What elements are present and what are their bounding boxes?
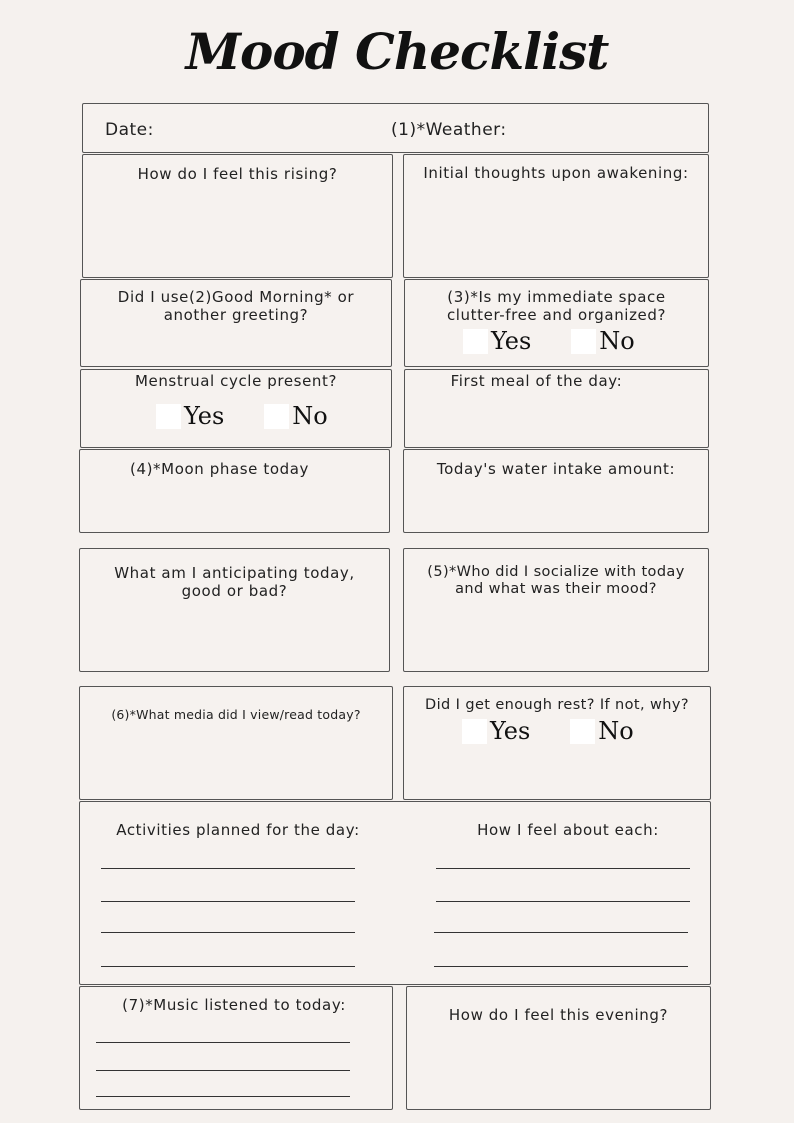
- greeting-question-line1: Did I use(2)Good Morning* or: [117, 288, 355, 306]
- activities-question: Activities planned for the day:: [116, 821, 360, 839]
- rising-question: How do I feel this rising?: [137, 165, 338, 183]
- anticipating-box[interactable]: [79, 548, 390, 672]
- first-meal-question: First meal of the day:: [450, 372, 623, 390]
- space-yes-checkbox[interactable]: [463, 329, 488, 354]
- space-yes-no: [463, 328, 635, 354]
- moon-question: (4)*Moon phase today: [130, 460, 309, 478]
- music-box: [79, 986, 393, 1110]
- rest-question: Did I get enough rest? If not, why?: [425, 697, 689, 713]
- music-question: (7)*Music listened to today:: [122, 996, 346, 1014]
- feeling-line-1[interactable]: [436, 868, 690, 869]
- menstrual-no-label: No: [292, 402, 328, 430]
- media-question: (6)*What media did I view/read today?: [111, 707, 361, 722]
- water-box[interactable]: [403, 449, 709, 533]
- music-line-2[interactable]: [96, 1070, 350, 1071]
- page-title: Mood Checklist: [185, 22, 609, 81]
- socialize-box[interactable]: [403, 548, 709, 672]
- music-line-3[interactable]: [96, 1096, 350, 1097]
- feeling-line-4[interactable]: [434, 966, 688, 967]
- rising-box[interactable]: [82, 154, 393, 278]
- music-line-1[interactable]: [96, 1042, 350, 1043]
- menstrual-yes-no: [156, 403, 328, 429]
- menstrual-question: Menstrual cycle present?: [134, 372, 338, 390]
- weather-label: (1)*Weather:: [391, 120, 507, 140]
- menstrual-yes-checkbox[interactable]: [156, 404, 181, 429]
- greeting-question-line2: another greeting?: [163, 306, 309, 324]
- awakening-box[interactable]: [403, 154, 709, 278]
- anticipating-question-line2: good or bad?: [181, 582, 288, 600]
- space-box: [404, 279, 709, 367]
- rest-no-label: No: [598, 717, 634, 745]
- activities-box: [79, 801, 711, 985]
- rest-yes-label: Yes: [490, 717, 531, 745]
- evening-question: How do I feel this evening?: [448, 1006, 669, 1024]
- moon-box[interactable]: [79, 449, 390, 533]
- feeling-line-2[interactable]: [436, 901, 690, 902]
- space-no-checkbox[interactable]: [571, 329, 596, 354]
- space-question-line2: clutter-free and organized?: [446, 306, 667, 324]
- activity-line-2[interactable]: [101, 901, 355, 902]
- rest-yes-no: [462, 718, 634, 744]
- rest-yes-checkbox[interactable]: [462, 719, 487, 744]
- space-yes-label: Yes: [491, 327, 532, 355]
- activity-line-1[interactable]: [101, 868, 355, 869]
- first-meal-box[interactable]: [404, 369, 709, 448]
- water-question: Today's water intake amount:: [436, 460, 676, 478]
- space-question-line1: (3)*Is my immediate space: [447, 288, 666, 306]
- activity-line-3[interactable]: [101, 932, 355, 933]
- media-box[interactable]: [79, 686, 393, 800]
- menstrual-box: [80, 369, 392, 448]
- date-label: Date:: [105, 120, 154, 140]
- evening-box[interactable]: [406, 986, 711, 1110]
- menstrual-yes-label: Yes: [184, 402, 225, 430]
- menstrual-no-checkbox[interactable]: [264, 404, 289, 429]
- rest-no-checkbox[interactable]: [570, 719, 595, 744]
- socialize-question-line2: and what was their mood?: [455, 581, 657, 597]
- greeting-box[interactable]: [80, 279, 392, 367]
- feeling-line-3[interactable]: [434, 932, 688, 933]
- socialize-question-line1: (5)*Who did I socialize with today: [427, 564, 685, 580]
- feel-each-question: How I feel about each:: [477, 821, 659, 839]
- awakening-question: Initial thoughts upon awakening:: [423, 164, 689, 182]
- rest-box: [403, 686, 711, 800]
- activity-line-4[interactable]: [101, 966, 355, 967]
- space-no-label: No: [599, 327, 635, 355]
- header-box: [82, 103, 709, 153]
- anticipating-question-line1: What am I anticipating today,: [114, 564, 355, 582]
